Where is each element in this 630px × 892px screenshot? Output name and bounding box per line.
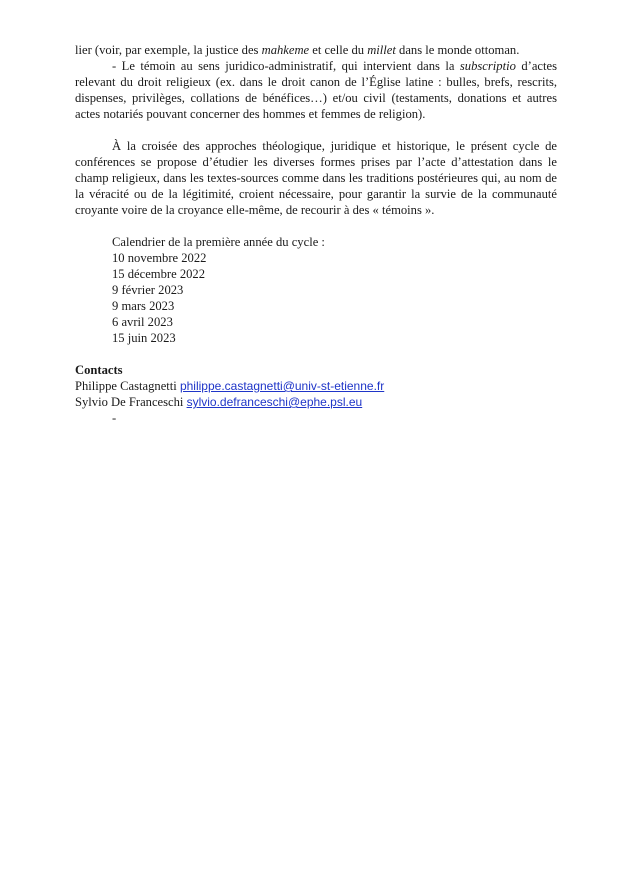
email-link-de-franceschi[interactable]: sylvio.defranceschi@ephe.psl.eu — [186, 395, 363, 409]
calendar-date: 9 février 2023 — [112, 283, 184, 297]
temoin-text-b: d’actes relevant du droit religieux (ex. dans le droit canon de l’Église latine : bulles, brefs, rescrits, dispenses, privilèges, collations de bénéfices…) et/ou civil (testaments, donations et autres actes notariés pouvant concerner des hommes et femmes de religion). — [75, 59, 557, 121]
calendar-title: Calendrier de la première année du cycle : — [112, 235, 325, 249]
intro-text-c: dans le monde ottoman. — [395, 43, 520, 57]
intro-text-b: et celle du — [309, 43, 368, 57]
temoin-text-a: - Le témoin au sens juridico-administratif, qui intervient dans la — [112, 59, 460, 73]
intro-text-a: lier (voir, par exemple, la justice des — [75, 43, 262, 57]
calendar-dates-list — [112, 250, 557, 346]
calendar-date: 15 juin 2023 — [112, 331, 176, 345]
calendar-date: 15 décembre 2022 — [112, 267, 206, 281]
document-page — [75, 42, 557, 426]
email-link-castagnetti[interactable]: philippe.castagnetti@univ-st-etienne.fr — [179, 379, 385, 393]
contact-castagnetti — [75, 378, 557, 394]
intro-term-millet: millet — [367, 43, 396, 57]
contact-de-franceschi — [75, 394, 557, 410]
contacts-heading: Contacts — [75, 363, 123, 377]
trailing-dash: - — [112, 411, 117, 425]
temoin-paragraph — [75, 58, 557, 122]
croisee-paragraph: À la croisée des approches théologique, juridique et historique, le présent cycle de conférences se propose d’étudier les diverses formes prises par l’acte d’attestation dans le champ religieux, dans les textes-sources comme dans les traditions postérieures qui, au nom de la véracité ou de la légitimité, croient nécessaire, pour garantir la survie de la communauté croyante voire de la croyance elle-même, de recourir à des « témoins ». — [75, 139, 557, 217]
calendar-date: 9 mars 2023 — [112, 299, 175, 313]
calendar-date: 6 avril 2023 — [112, 315, 173, 329]
intro-term-mahkeme: mahkeme — [261, 43, 310, 57]
spacer — [75, 218, 557, 234]
contact-name: Sylvio De Franceschi — [75, 395, 187, 409]
intro-paragraph — [75, 42, 557, 58]
spacer — [75, 346, 557, 362]
spacer — [75, 122, 557, 138]
temoin-term-subscriptio: subscriptio — [459, 59, 516, 73]
contact-name: Philippe Castagnetti — [75, 379, 180, 393]
calendar-date: 10 novembre 2022 — [112, 251, 207, 265]
